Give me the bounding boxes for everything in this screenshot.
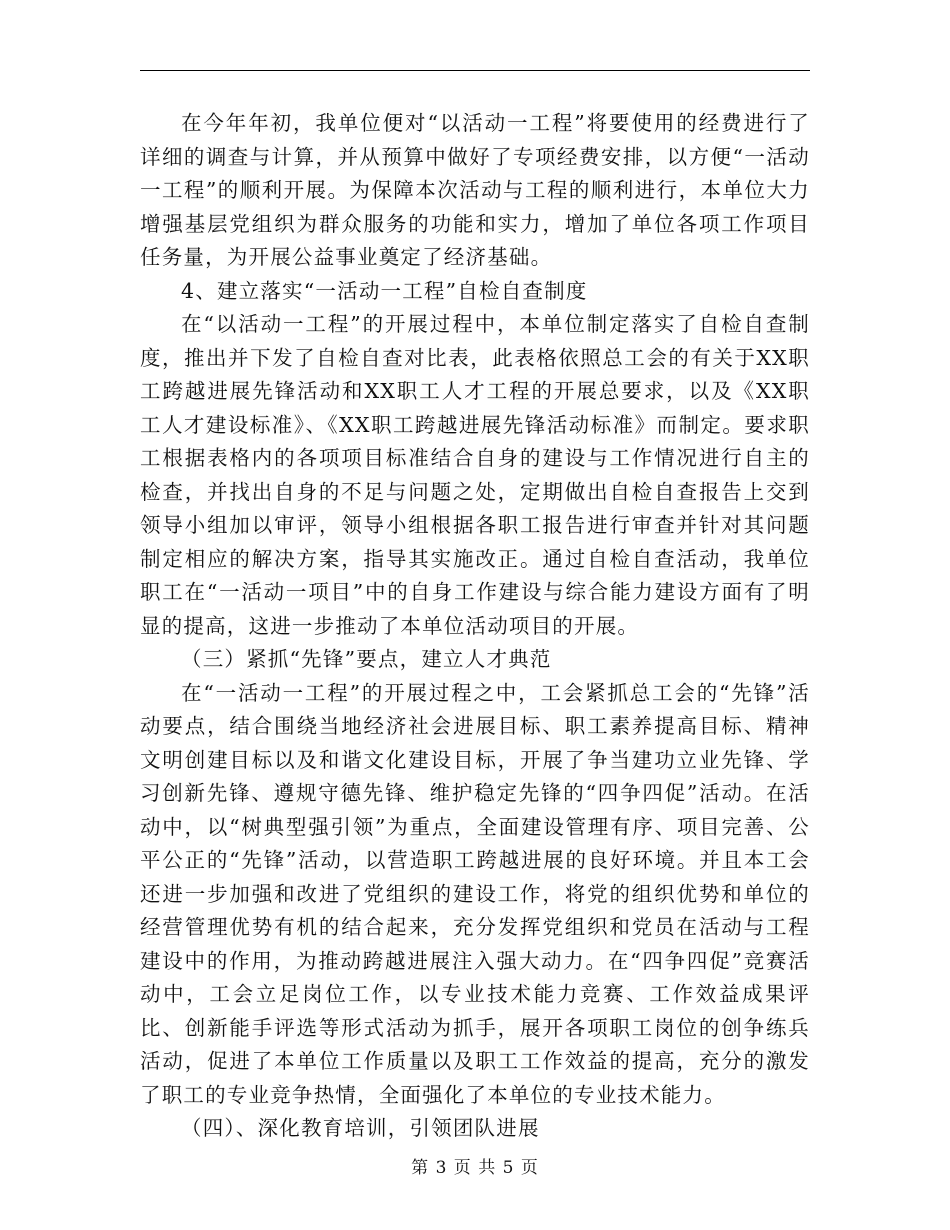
section-heading: （三）紧抓“先锋”要点，建立人才典范 <box>181 647 552 671</box>
page-number-footer: 第 3 页 共 5 页 <box>411 1158 539 1178</box>
body-paragraph: 在“以活动一工程”的开展过程中，本单位制定落实了自检自查制度，推出并下发了自检自查对比表，此表格依照总工会的有关于XX职工跨越进展先锋活动和XX职工人才工程的开展总要求，以及《XX职工人才建设标准》、《XX职工跨越进展先锋活动标准》而制定。要求职工根据表格内的各项项目标准结合自身的建设与工作情况进行自主的检查，并找出自身的不足与问题之处，定期做出自检自查报告上交到领导小组加以审评，领导小组根据各职工报告进行审查并针对其问题制定相应的解决方案，指导其实施改正。通过自检自查活动，我单位职工在“一活动一项目”中的自身工作建设与综合能力建设方面有了明显的提高，这进一步推动了本单位活动项目的开展。 <box>140 312 810 638</box>
section-heading: （四）、深化教育培训，引领团队进展 <box>181 1116 540 1140</box>
section-heading: 4、建立落实“一活动一工程”自检自查制度 <box>181 278 588 303</box>
document-body <box>140 107 810 1146</box>
body-paragraph: 在今年年初，我单位便对“以活动一工程”将要使用的经费进行了详细的调查与计算，并从预算中做好了专项经费安排，以方便“一活动一工程”的顺利开展。为保障本次活动与工程的顺利进行，本单位大力增强基层党组织为群众服务的功能和实力，增加了单位各项工作项目任务量，为开展公益事业奠定了经济基础。 <box>140 111 810 269</box>
body-paragraph: 在“一活动一工程”的开展过程之中，工会紧抓总工会的“先锋”活动要点，结合围绕当地经济社会进展目标、职工素养提高目标、精神文明创建目标以及和谐文化建设目标，开展了争当建功立业先锋、学习创新先锋、遵规守德先锋、维护稳定先锋的“四争四促”活动。在活动中，以“树典型强引领”为重点，全面建设管理有序、项目完善、公平公正的“先锋”活动，以营造职工跨越进展的良好环境。并且本工会还进一步加强和改进了党组织的建设工作，将党的组织优势和单位的经营管理优势有机的结合起来，充分发挥党组织和党员在活动与工程建设中的作用，为推动跨越进展注入强大动力。在“四争四促”竞赛活动中，工会立足岗位工作，以专业技术能力竞赛、工作效益成果评比、创新能手评选等形式活动为抓手，展开各项职工岗位的创争练兵活动，促进了本单位工作质量以及职工工作效益的提高，充分的激发了职工的专业竞争热情，全面强化了本单位的专业技术能力。 <box>140 680 810 1107</box>
header-rule <box>140 70 810 71</box>
